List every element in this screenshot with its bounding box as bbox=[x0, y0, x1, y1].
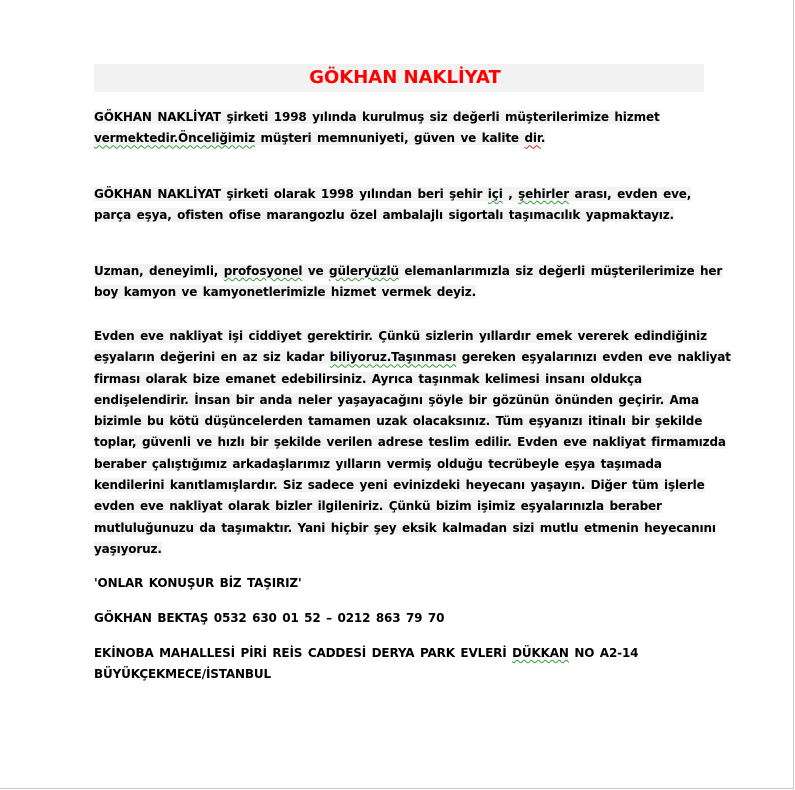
intro-line-2: vermektedir.Önceliğimiz müşteri memnuniyeti, güven ve kalite dir. bbox=[94, 131, 546, 146]
body-line: yaşıyoruz. bbox=[94, 541, 162, 556]
body-line: firması olarak bize emanet edebilirsiniz. Ayrıca taşınmak kelimesi insanı oldukça bbox=[94, 371, 642, 386]
body-line: toplar, güvenli ve hızlı bir şekilde verilen adrese teslim edilir. Evden eve nakliyat firmamızda bbox=[94, 435, 726, 450]
services-line-2: parça eşya, ofisten ofise marangozlu özel ambalajlı sigortalı taşımacılık yapmaktayız. bbox=[94, 208, 674, 223]
body-line: kendilerini kanıtlamışlardır. Siz sadece yeni evinizdeki heyecanı yaşayın. Diğer tüm işlerle bbox=[94, 478, 705, 493]
title-bar bbox=[94, 64, 704, 92]
intro-line-1: GÖKHAN NAKLİYAT şirketi 1998 yılında kurulmuş siz değerli müşterilerimize hizmet bbox=[94, 110, 660, 124]
staff-paragraph bbox=[94, 261, 723, 304]
slogan-text: 'ONLAR KONUŞUR BİZ TAŞIRIZ' bbox=[94, 576, 302, 590]
address-block bbox=[94, 643, 706, 686]
address-line-1: EKİNOBA MAHALLESİ PİRİ REİS CADDESİ DERYA PARK EVLERİ DÜKKAN NO A2-14 bbox=[94, 646, 639, 660]
body-line: Evden eve nakliyat işi ciddiyet gerektirir. Çünkü sizlerin yıllardır emek vererek edindiğiniz bbox=[94, 329, 707, 343]
services-paragraph bbox=[94, 184, 706, 227]
services-line-1: GÖKHAN NAKLİYAT şirketi olarak 1998 yılından beri şehir içi , şehirler arası, evden eve, bbox=[94, 187, 692, 201]
slogan bbox=[94, 573, 706, 594]
body-line: bizimle bu kötü düşüncelerden tamamen uzak olacaksınız. Tüm eşyanızı itinalı bir şekilde bbox=[94, 414, 703, 429]
body-line: evden eve nakliyat olarak bizler ilgileniriz. Çünkü bizim işimiz eşyalarınızla beraber bbox=[94, 499, 662, 514]
body-line: eşyaların değerini en az siz kadar biliyoruz.Taşınması gereken eşyalarınızı evden eve nakliyat bbox=[94, 350, 731, 365]
contact-text: GÖKHAN BEKTAŞ 0532 630 01 52 – 0212 863 79 70 bbox=[94, 611, 445, 625]
body-line: endişelendirir. İnsan bir anda neler yaşayacağını şöyle bir gözünün önünden geçirir. Ama bbox=[94, 392, 699, 407]
intro-paragraph bbox=[94, 107, 706, 150]
page-title: GÖKHAN NAKLİYAT bbox=[309, 67, 501, 88]
body-paragraph bbox=[94, 326, 731, 560]
body-line: beraber çalıştığımız arkadaşlarımız yılların vermiş olduğu tecrübeyle eşya taşımada bbox=[94, 456, 662, 471]
body-line: mutluluğunuzu da taşımaktır. Yani hiçbir şey eksik kalmadan sizi mutlu etmenin heyecanını bbox=[94, 520, 716, 535]
staff-line-2: boy kamyon ve kamyonetlerimizle hizmet vermek deyiz. bbox=[94, 285, 477, 300]
staff-line-1: Uzman, deneyimli, profosyonel ve güleryüzlü elemanlarımızla siz değerli müşterilerimize her bbox=[94, 264, 723, 278]
address-line-2: BÜYÜKÇEKMECE/İSTANBUL bbox=[94, 667, 271, 682]
contact-info bbox=[94, 608, 706, 629]
